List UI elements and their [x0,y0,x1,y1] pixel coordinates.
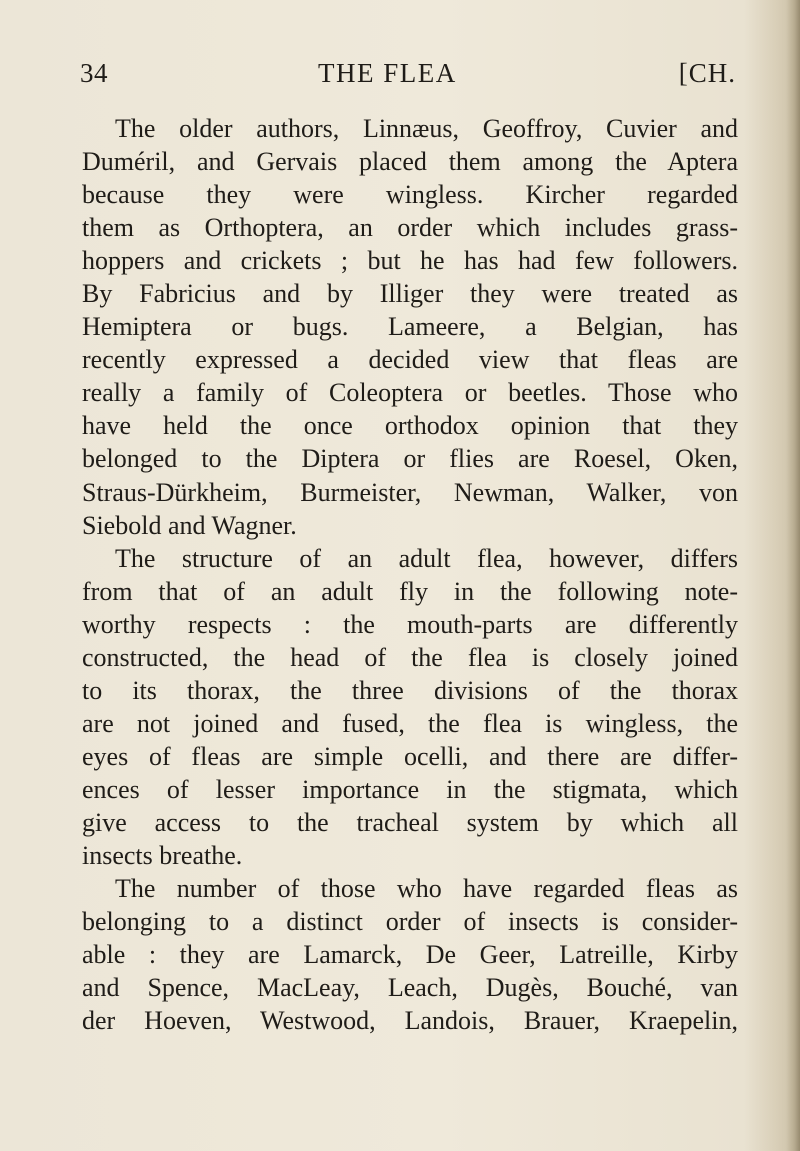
page-edge-shadow [786,0,800,1151]
chapter-abbreviation: [CH. [678,58,736,88]
text-line: give access to the tracheal system by which all [82,807,738,837]
text-line: belonging to a distinct order of insects is consider- [82,907,738,937]
running-title: THE FLEA [318,58,457,88]
paragraph [82,872,738,1037]
text-line: really a family of Coleoptera or beetles. Those who [82,378,738,408]
text-line: eyes of fleas are simple ocelli, and there are differ- [82,741,738,771]
text-line: from that of an adult fly in the following note- [82,576,738,606]
text-line: The structure of an adult flea, however, differs [115,543,738,573]
text-line: them as Orthoptera, an order which includes grass- [82,213,738,243]
text-line: ences of lesser importance in the stigmata, which [82,774,738,804]
page-number: 34 [80,58,108,88]
text-line: belonged to the Diptera or flies are Roesel, Oken, [82,444,738,474]
text-line: able : they are Lamarck, De Geer, Latreille, Kirby [82,940,738,970]
text-line: Hemiptera or bugs. Lameere, a Belgian, has [82,312,738,342]
paragraph [82,112,738,542]
text-line: and Spence, MacLeay, Leach, Dugès, Bouché, van [82,973,738,1003]
text-line: have held the once orthodox opinion that they [82,411,738,441]
body-text [82,112,738,1037]
text-line: hoppers and crickets ; but he has had few followers. [82,246,738,276]
running-header [80,58,736,98]
text-line: worthy respects : the mouth-parts are differently [82,609,738,639]
text-line: Duméril, and Gervais placed them among the Aptera [82,147,738,177]
text-line: The older authors, Linnæus, Geoffroy, Cuvier and [115,114,738,143]
text-line: The number of those who have regarded fleas as [115,874,738,904]
text-line: because they were wingless. Kircher regarded [82,180,738,210]
text-line: recently expressed a decided view that fleas are [82,345,738,375]
text-line: By Fabricius and by Illiger they were treated as [82,279,738,309]
text-line: constructed, the head of the flea is closely joined [82,642,738,672]
text-line: der Hoeven, Westwood, Landois, Brauer, Kraepelin, [82,1006,738,1036]
text-line: Straus-Dürkheim, Burmeister, Newman, Walker, von [82,477,738,507]
text-line: to its thorax, the three divisions of the thorax [82,675,738,705]
paragraph [82,542,738,872]
text-line: are not joined and fused, the flea is wingless, the [82,708,738,738]
text-line: Siebold and Wagner. [82,510,297,540]
text-line: insects breathe. [82,841,243,871]
